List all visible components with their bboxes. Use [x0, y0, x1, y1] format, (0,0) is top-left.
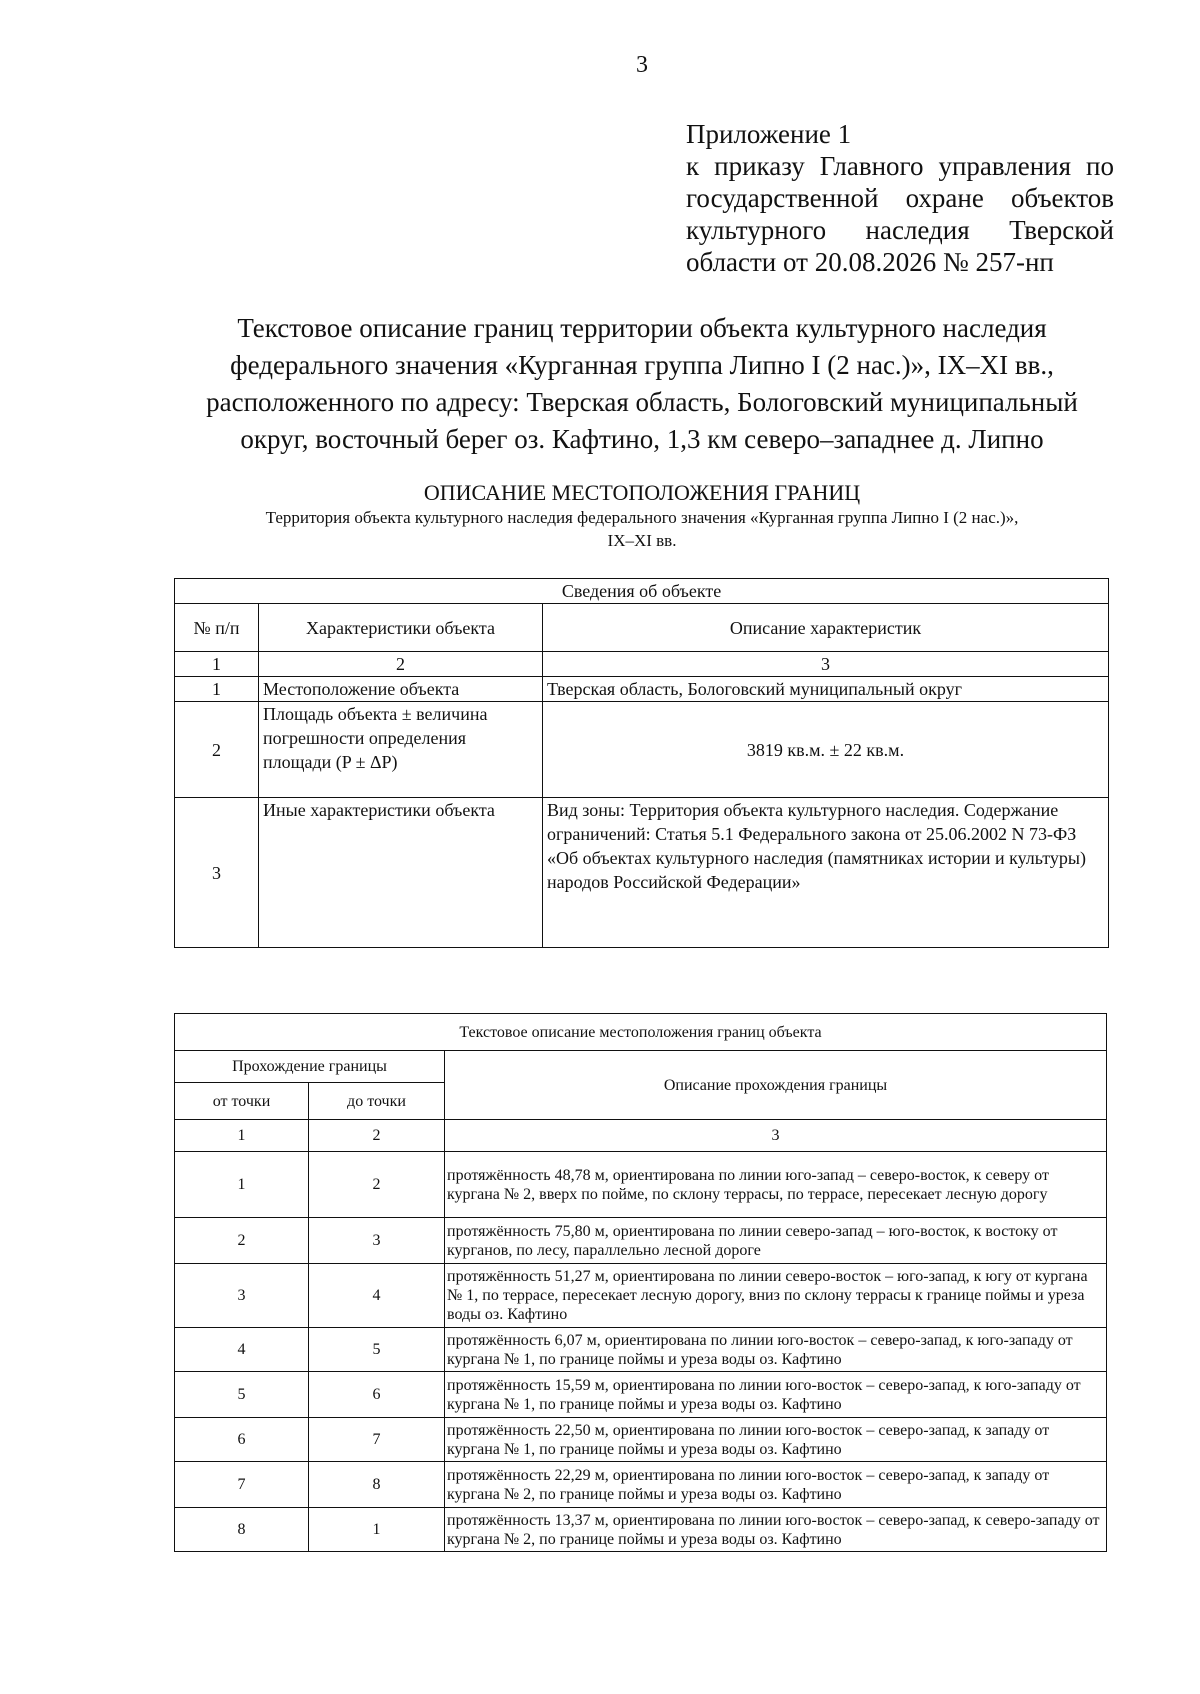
boundary-description: протяжённость 51,27 м, ориентирована по линии северо-восток – юго-запад, к югу от кургана № 1, по террасе, пересекает лесную дорогу, вниз по склону террасы к границе поймы и уреза воды оз. Кафтино — [445, 1264, 1107, 1328]
boundary-description: протяжённость 48,78 м, ориентирована по линии юго-запад – северо-восток, к северу от кургана № 2, вверх по пойме, по склону террасы, по террасе, пересекает лесную дорогу — [445, 1152, 1107, 1218]
row-name: Площадь объекта ± величина погрешности определения площади (P ± ΔP) — [259, 702, 543, 798]
object-table-caption: Сведения об объекте — [175, 579, 1109, 604]
object-table-header-num: № п/п — [175, 604, 259, 652]
table-row — [175, 1508, 1107, 1552]
row-name: Иные характеристики объекта — [259, 798, 543, 948]
boundary-to: 3 — [309, 1218, 445, 1264]
object-table-numbering: 3 — [543, 652, 1109, 677]
boundary-to: 5 — [309, 1328, 445, 1372]
boundary-description: протяжённость 13,37 м, ориентирована по линии юго-восток – северо-запад, к северо-западу от кургана № 2, по границе поймы и уреза воды оз. Кафтино — [445, 1508, 1107, 1552]
section-title: ОПИСАНИЕ МЕСТОПОЛОЖЕНИЯ ГРАНИЦ — [423, 480, 861, 505]
boundary-to: 8 — [309, 1462, 445, 1508]
boundary-desc-header: Описание прохождения границы — [445, 1051, 1107, 1120]
document-title-line: расположенного по адресу: Тверская область, Бологовский муниципальный — [206, 387, 1078, 417]
boundary-table-caption: Текстовое описание местоположения границ объекта — [175, 1014, 1107, 1051]
boundary-from: 4 — [175, 1328, 309, 1372]
boundary-description: протяжённость 15,59 м, ориентирована по линии юго-восток – северо-запад, к юго-западу от кургана № 1, по границе поймы и уреза воды оз. Кафтино — [445, 1372, 1107, 1418]
boundary-to: 6 — [309, 1372, 445, 1418]
row-name: Местоположение объекта — [259, 677, 543, 702]
boundary-to: 4 — [309, 1264, 445, 1328]
table-row — [175, 702, 1109, 798]
boundary-to-header: до точки — [309, 1083, 445, 1120]
table-row — [175, 677, 1109, 702]
boundary-from-header: от точки — [175, 1083, 309, 1120]
row-number: 1 — [175, 677, 259, 702]
boundary-to: 2 — [309, 1152, 445, 1218]
row-value: Вид зоны: Территория объекта культурного наследия. Содержание ограничений: Статья 5.1 Федерального закона от 25.06.2002 N 73-ФЗ «Об объектах культурного наследия (памятниках истории и культуры) народов Российской Федерации» — [543, 798, 1109, 948]
section-subtitle-line: IX–XI вв. — [607, 531, 677, 550]
boundary-to: 7 — [309, 1418, 445, 1462]
boundary-from: 1 — [175, 1152, 309, 1218]
boundary-numbering: 2 — [309, 1120, 445, 1152]
row-number: 2 — [175, 702, 259, 798]
row-value: Тверская область, Бологовский муниципальный округ — [543, 677, 1109, 702]
row-value: 3819 кв.м. ± 22 кв.м. — [543, 702, 1109, 798]
appendix-line: области от 20.08.2026 № 257-нп — [686, 247, 1054, 277]
object-table-header-value: Описание характеристик — [543, 604, 1109, 652]
appendix-block — [686, 118, 1114, 278]
section-subtitle — [150, 506, 1134, 552]
table-row — [175, 1328, 1107, 1372]
object-info-table — [174, 578, 1109, 948]
document-title-line: федерального значения «Курганная группа Липно I (2 нас.)», IX–XI вв., — [230, 350, 1054, 380]
section-subtitle-line: Территория объекта культурного наследия федерального значения «Курганная группа Липно I (2 нас.)», — [265, 508, 1019, 527]
table-row — [175, 1462, 1107, 1508]
object-table-numbering: 2 — [259, 652, 543, 677]
boundary-from: 5 — [175, 1372, 309, 1418]
table-row — [175, 1152, 1107, 1218]
row-number: 3 — [175, 798, 259, 948]
appendix-title: Приложение 1 — [686, 119, 852, 149]
boundary-from: 8 — [175, 1508, 309, 1552]
boundary-description: протяжённость 22,50 м, ориентирована по линии юго-восток – северо-запад, к западу от кургана № 1, по границе поймы и уреза воды оз. Кафтино — [445, 1418, 1107, 1462]
table-row — [175, 1418, 1107, 1462]
table-row — [175, 798, 1109, 948]
appendix-line: государственной охране объектов — [686, 183, 1114, 213]
boundary-from: 3 — [175, 1264, 309, 1328]
document-title-line: Текстовое описание границ территории объекта культурного наследия — [237, 313, 1047, 343]
boundary-description: протяжённость 22,29 м, ориентирована по линии юго-восток – северо-запад, к западу от кургана № 2, по границе поймы и уреза воды оз. Кафтино — [445, 1462, 1107, 1508]
boundary-to: 1 — [309, 1508, 445, 1552]
object-table-header-name: Характеристики объекта — [259, 604, 543, 652]
boundary-from: 6 — [175, 1418, 309, 1462]
appendix-line: к приказу Главного управления по — [686, 151, 1114, 181]
boundary-group-header: Прохождение границы — [175, 1051, 445, 1083]
document-title — [150, 310, 1134, 458]
boundary-from: 2 — [175, 1218, 309, 1264]
boundary-description: протяжённость 6,07 м, ориентирована по линии юго-восток – северо-запад, к юго-западу от кургана № 1, по границе поймы и уреза воды оз. Кафтино — [445, 1328, 1107, 1372]
boundary-description: протяжённость 75,80 м, ориентирована по линии северо-запад – юго-восток, к востоку от курганов, по лесу, параллельно лесной дороге — [445, 1218, 1107, 1264]
table-row — [175, 1372, 1107, 1418]
boundary-numbering: 1 — [175, 1120, 309, 1152]
object-table-numbering: 1 — [175, 652, 259, 677]
table-row — [175, 1218, 1107, 1264]
boundary-from: 7 — [175, 1462, 309, 1508]
document-title-line: округ, восточный берег оз. Кафтино, 1,3 км северо–западнее д. Липно — [240, 424, 1044, 454]
boundary-numbering: 3 — [445, 1120, 1107, 1152]
appendix-line: культурного наследия Тверской — [686, 215, 1114, 245]
page-number: 3 — [636, 52, 648, 78]
table-row — [175, 1264, 1107, 1328]
boundary-table — [174, 1013, 1107, 1552]
